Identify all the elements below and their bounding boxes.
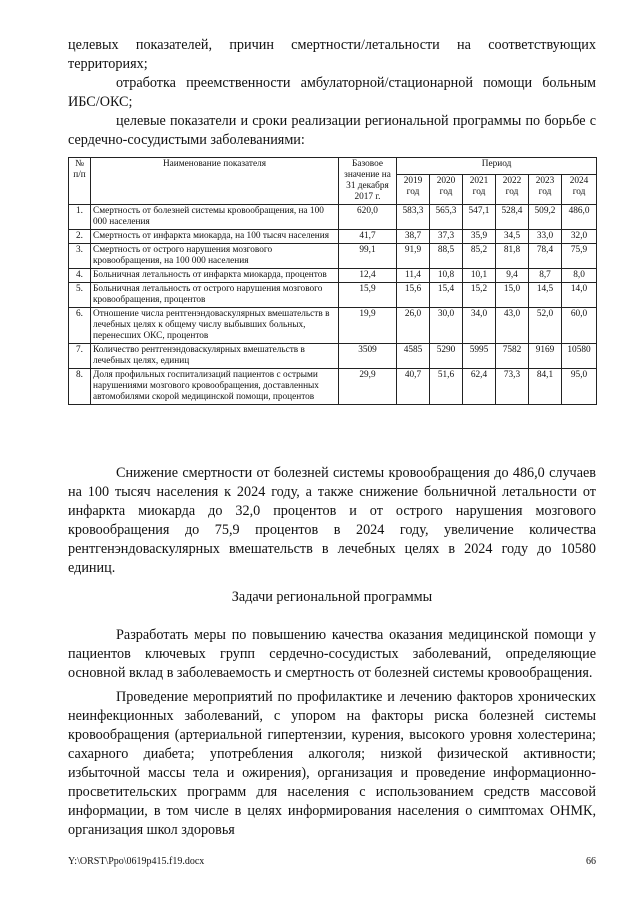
- row-value: 38,7: [397, 230, 430, 244]
- row-value: 11,4: [397, 269, 430, 283]
- header-year: 2019 год: [397, 174, 430, 204]
- row-value: 75,9: [562, 244, 597, 269]
- row-base: 620,0: [339, 205, 397, 230]
- row-base: 29,9: [339, 369, 397, 405]
- row-num: 5.: [69, 283, 91, 308]
- row-value: 15,2: [463, 283, 496, 308]
- intro-paragraph-2: отработка преемственности амбулаторной/стационарной помощи больным ИБС/ОКС;: [68, 75, 596, 110]
- header-year: 2022 год: [496, 174, 529, 204]
- row-num: 2.: [69, 230, 91, 244]
- summary-paragraph: Снижение смертности от болезней системы кровообращения до 486,0 случаев на 100 тысяч населения к 2024 году, а также снижение больничной летальности от инфаркта миокарда до 32,0 процентов и от острого нарушения мозгового кровообращения до 75,9 процентов в 2024 году, увеличение количества рентгенэндоваскулярных вмешательств в лечебных целях в 2024 году до 10580 единиц.: [68, 465, 596, 576]
- row-num: 3.: [69, 244, 91, 269]
- row-name: Смертность от болезней системы кровообращения, на 100 000 населения: [91, 205, 339, 230]
- row-value: 40,7: [397, 369, 430, 405]
- indicators-table: [68, 157, 597, 405]
- row-base: 15,9: [339, 283, 397, 308]
- row-name: Смертность от острого нарушения мозгового кровообращения, на 100 000 населения: [91, 244, 339, 269]
- row-value: 9,4: [496, 269, 529, 283]
- row-value: 15,4: [430, 283, 463, 308]
- header-period: Период: [397, 158, 597, 175]
- row-value: 84,1: [529, 369, 562, 405]
- row-base: 3509: [339, 344, 397, 369]
- row-name: Отношение числа рентгенэндоваскулярных вмешательств в лечебных целях к общему числу выбывших больных, перенесших ОКС, процентов: [91, 308, 339, 344]
- row-value: 9169: [529, 344, 562, 369]
- row-name: Количество рентгенэндоваскулярных вмешательств в лечебных целях, единиц: [91, 344, 339, 369]
- row-num: 1.: [69, 205, 91, 230]
- header-num: № п/п: [69, 158, 91, 205]
- row-num: 4.: [69, 269, 91, 283]
- row-value: 43,0: [496, 308, 529, 344]
- row-value: 81,8: [496, 244, 529, 269]
- row-name: Больничная летальность от острого нарушения мозгового кровообращения, процентов: [91, 283, 339, 308]
- table-row: [69, 205, 597, 230]
- row-value: 34,0: [463, 308, 496, 344]
- row-value: 10580: [562, 344, 597, 369]
- row-value: 52,0: [529, 308, 562, 344]
- intro-paragraph-3: целевые показатели и сроки реализации региональной программы по борьбе с сердечно-сосудистыми заболеваниями:: [68, 113, 596, 148]
- row-value: 51,6: [430, 369, 463, 405]
- footer-page-number: 66: [586, 856, 596, 867]
- row-value: 95,0: [562, 369, 597, 405]
- header-year: 2020 год: [430, 174, 463, 204]
- row-value: 583,3: [397, 205, 430, 230]
- row-value: 85,2: [463, 244, 496, 269]
- table-row: [69, 369, 597, 405]
- row-value: 15,0: [496, 283, 529, 308]
- row-value: 37,3: [430, 230, 463, 244]
- row-value: 15,6: [397, 283, 430, 308]
- row-name: Смертность от инфаркта миокарда, на 100 тысяч населения: [91, 230, 339, 244]
- row-value: 78,4: [529, 244, 562, 269]
- header-year: 2023 год: [529, 174, 562, 204]
- header-year: 2024 год: [562, 174, 597, 204]
- header-base: Базовое значение на 31 декабря 2017 г.: [339, 158, 397, 205]
- row-value: 565,3: [430, 205, 463, 230]
- row-num: 6.: [69, 308, 91, 344]
- row-value: 33,0: [529, 230, 562, 244]
- row-value: 91,9: [397, 244, 430, 269]
- row-value: 10,8: [430, 269, 463, 283]
- row-value: 509,2: [529, 205, 562, 230]
- row-value: 8,0: [562, 269, 597, 283]
- row-value: 73,3: [496, 369, 529, 405]
- row-value: 547,1: [463, 205, 496, 230]
- header-name: Наименование показателя: [91, 158, 339, 205]
- table-row: [69, 244, 597, 269]
- row-value: 8,7: [529, 269, 562, 283]
- table-row: [69, 269, 597, 283]
- row-name: Доля профильных госпитализаций пациентов с острыми нарушениями мозгового кровообращения, доставленных автомобилями скорой медицинской помощи, процентов: [91, 369, 339, 405]
- row-value: 26,0: [397, 308, 430, 344]
- row-value: 32,0: [562, 230, 597, 244]
- row-value: 14,5: [529, 283, 562, 308]
- row-value: 10,1: [463, 269, 496, 283]
- row-value: 34,5: [496, 230, 529, 244]
- footer-file-path: Y:\ORST\Ppo\0619p415.f19.docx: [68, 856, 205, 867]
- task-paragraph-1: Разработать меры по повышению качества оказания медицинской помощи у пациентов ключевых групп сердечно-сосудистых заболеваний, определяющие основной вклад в заболеваемость и смертность от болезней системы кровообращения.: [68, 627, 596, 681]
- table-row: [69, 308, 597, 344]
- row-num: 8.: [69, 369, 91, 405]
- row-base: 41,7: [339, 230, 397, 244]
- row-value: 14,0: [562, 283, 597, 308]
- row-value: 62,4: [463, 369, 496, 405]
- row-value: 7582: [496, 344, 529, 369]
- table-row: [69, 230, 597, 244]
- row-name: Больничная летальность от инфаркта миокарда, процентов: [91, 269, 339, 283]
- row-value: 528,4: [496, 205, 529, 230]
- row-base: 12,4: [339, 269, 397, 283]
- header-year: 2021 год: [463, 174, 496, 204]
- row-value: 35,9: [463, 230, 496, 244]
- row-value: 4585: [397, 344, 430, 369]
- task-paragraph-2: Проведение мероприятий по профилактике и лечению факторов хронических неинфекционных заболеваний, с упором на факторы риска болезней системы кровообращения (артериальной гипертензии, курения, высокого уровня холестерина; сахарного диабета; употребления алкоголя; низкой физической активности; избыточной массы тела и ожирения), организация и проведение информационно-просветительских программ для населения с использованием средств массовой информации, в том числе в целях информирования населения о симптомах ОНМК, организация школ здоровья: [68, 689, 596, 838]
- section-heading: Задачи региональной программы: [231, 589, 433, 605]
- row-value: 30,0: [430, 308, 463, 344]
- table-row: [69, 344, 597, 369]
- intro-paragraph-1: целевых показателей, причин смертности/летальности на соответствующих территориях;: [68, 37, 596, 72]
- table-row: [69, 283, 597, 308]
- row-value: 5995: [463, 344, 496, 369]
- row-value: 88,5: [430, 244, 463, 269]
- row-value: 5290: [430, 344, 463, 369]
- row-num: 7.: [69, 344, 91, 369]
- row-value: 60,0: [562, 308, 597, 344]
- table-header-row: [69, 158, 597, 175]
- row-base: 19,9: [339, 308, 397, 344]
- row-base: 99,1: [339, 244, 397, 269]
- row-value: 486,0: [562, 205, 597, 230]
